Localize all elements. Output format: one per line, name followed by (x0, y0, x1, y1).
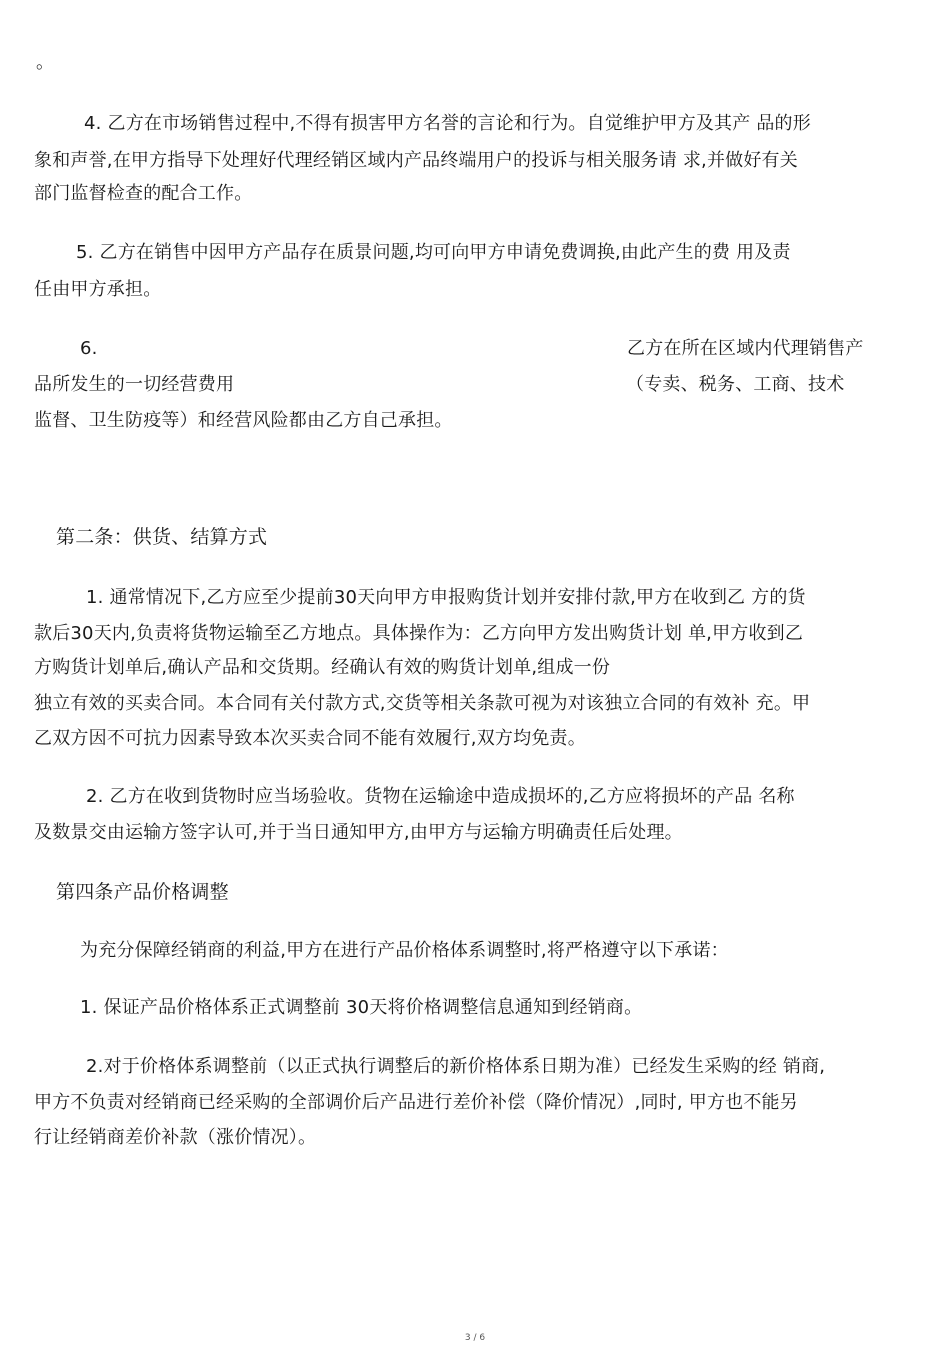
text-line: 1. 保证产品价格体系正式调整前 30天将价格调整信息通知到经销商。 (80, 997, 643, 1018)
page-number: 3 / 6 (464, 1333, 486, 1343)
text-line: 独立有效的买卖合同。本合同有关付款方式,交货等相关条款可视为对该独立合同的有效补 充。甲 (34, 693, 811, 714)
text-line: 及数景交由运输方签字认可,并于当日通知甲方,由甲方与运输方明确责任后处理。 (34, 822, 683, 843)
text-line: 部门监督检查的配合工作。 (34, 183, 253, 204)
section-heading: 第四条产品价格调整 (56, 881, 229, 903)
text-line: 乙方在所在区域内代理销售产 (627, 338, 864, 359)
text-line: 品所发生的一切经营费用 (34, 374, 235, 395)
text-line: （专卖、税务、工商、技术 (626, 374, 845, 395)
text-line: 2.对于价格体系调整前（以正式执行调整后的新价格体系日期为准）已经发生采购的经 销商, (86, 1056, 826, 1077)
text-line: 2. 乙方在收到货物时应当场验收。货物在运输途中造成损坏的,乙方应将损坏的产品 名称 (86, 786, 795, 807)
text-line: 。 (36, 52, 55, 73)
text-line: 乙双方因不可抗力因素导致本次买卖合同不能有效履行,双方均免责。 (34, 728, 586, 749)
text-line: 4. 乙方在市场销售过程中,不得有损害甲方名誉的言论和行为。自觉维护甲方及其产 品的形 (84, 113, 811, 134)
text-line: 象和声誉,在甲方指导下处理好代理经销区域内产品终端用户的投诉与相关服务请 求,并做好有关 (34, 150, 798, 171)
text-line: 1. 通常情况下,乙方应至少提前30天向甲方申报购货计划并安排付款,甲方在收到乙 方的货 (86, 587, 806, 608)
text-line: 方购货计划单后,确认产品和交货期。经确认有效的购货计划单,组成一份 (34, 657, 611, 678)
text-line: 为充分保障经销商的利益,甲方在进行产品价格体系调整时,将严格遵守以下承诺： (80, 940, 729, 961)
text-line: 监督、卫生防疫等）和经营风险都由乙方自己承担。 (34, 410, 453, 431)
text-line: 款后30天内,负责将货物运输至乙方地点。具体操作为：乙方向甲方发出购货计划 单,甲方收到乙 (34, 623, 804, 644)
text-line: 5. 乙方在销售中因甲方产品存在质景问题,均可向甲方申请免费调换,由此产生的费 用及责 (76, 242, 791, 263)
text-line: 甲方不负责对经销商已经采购的全部调价后产品进行差价补偿（降价情况）,同时, 甲方也不能另 (34, 1092, 798, 1113)
text-line: 6. (80, 338, 98, 359)
section-heading: 第二条：供货、结算方式 (56, 526, 268, 548)
text-line: 行让经销商差价补款（涨价情况）。 (34, 1127, 317, 1148)
text-line: 任由甲方承担。 (34, 279, 162, 300)
